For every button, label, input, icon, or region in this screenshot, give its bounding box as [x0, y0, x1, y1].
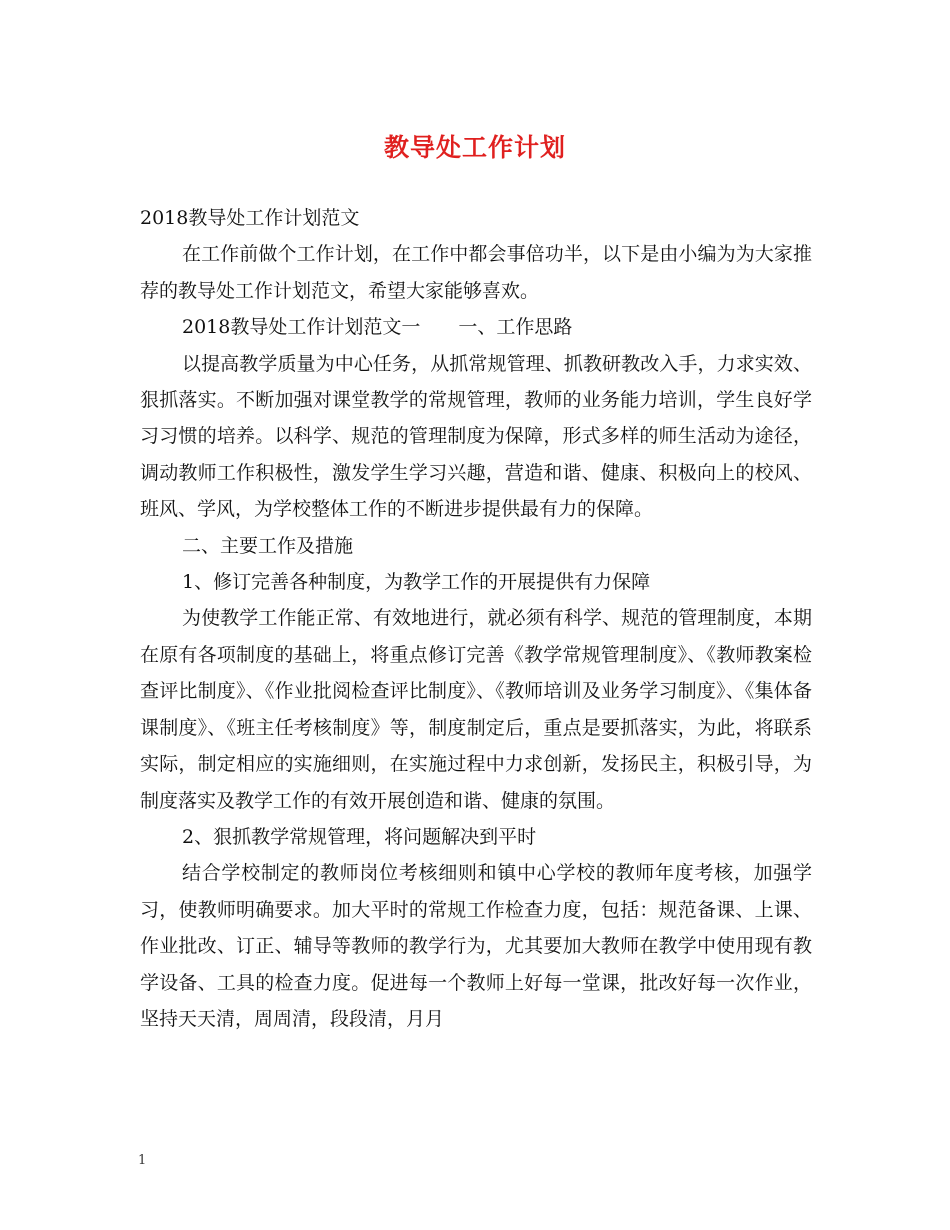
paragraph-work-ideas: 以提高教学质量为中心任务，从抓常规管理、抓教研教改入手，力求实效、狠抓落实。不断加强对课堂教学的常规管理，教师的业务能力培训，学生良好学习习惯的培养。以科学、规范的管理制度为保障，形式多样的师生活动为途径，调动教师工作积极性，激发学生学习兴趣，营造和谐、健康、积极向上的校风、班风、学风，为学校整体工作的不断进步提供最有力的保障。	[140, 352, 812, 521]
section-heading-work-ideas: 2018教导处工作计划范文一 一、工作思路	[182, 316, 573, 339]
document-title: 教导处工作计划	[383, 133, 566, 162]
document-subtitle: 2018教导处工作计划范文	[140, 207, 360, 229]
paragraph-item-1: 为使教学工作能正常、有效地进行，就必须有科学、规范的管理制度，本期在原有各项制度的基础上，将重点修订完善《教学常规管理制度》、《教师教案检查评比制度》、《作业批阅检查评比制度》、《教师培训及业务学习制度》、《集体备课制度》、《班主任考核制度》等，制度制定后，重点是要抓落实，为此，将联系实际，制定相应的实施细则，在实施过程中力求创新，发扬民主，积极引导，为制度落实及教学工作的有效开展创造和谐、健康的氛围。	[140, 607, 812, 812]
item-heading-2: 2、狠抓教学常规管理，将问题解决到平时	[182, 825, 537, 848]
section-heading-main-work: 二、主要工作及措施	[182, 534, 354, 557]
paragraph-item-2: 结合学校制定的教师岗位考核细则和镇中心学校的教师年度考核，加强学习，使教师明确要求。加大平时的常规工作检查力度，包括：规范备课、上课、作业批改、订正、辅导等教师的教学行为，尤其要加大教师在教学中使用现有教学设备、工具的检查力度。促进每一个教师上好每一堂课，批改好每一次作业，坚持天天清，周周清，段段清，月月	[140, 862, 812, 1030]
item-heading-1: 1、修订完善各种制度，为教学工作的开展提供有力保障	[182, 571, 651, 594]
page-number: 1	[138, 1153, 147, 1168]
paragraph-intro: 在工作前做个工作计划，在工作中都会事倍功半，以下是由小编为为大家推荐的教导处工作计划范文，希望大家能够喜欢。	[140, 243, 812, 302]
document-body	[140, 200, 812, 1037]
